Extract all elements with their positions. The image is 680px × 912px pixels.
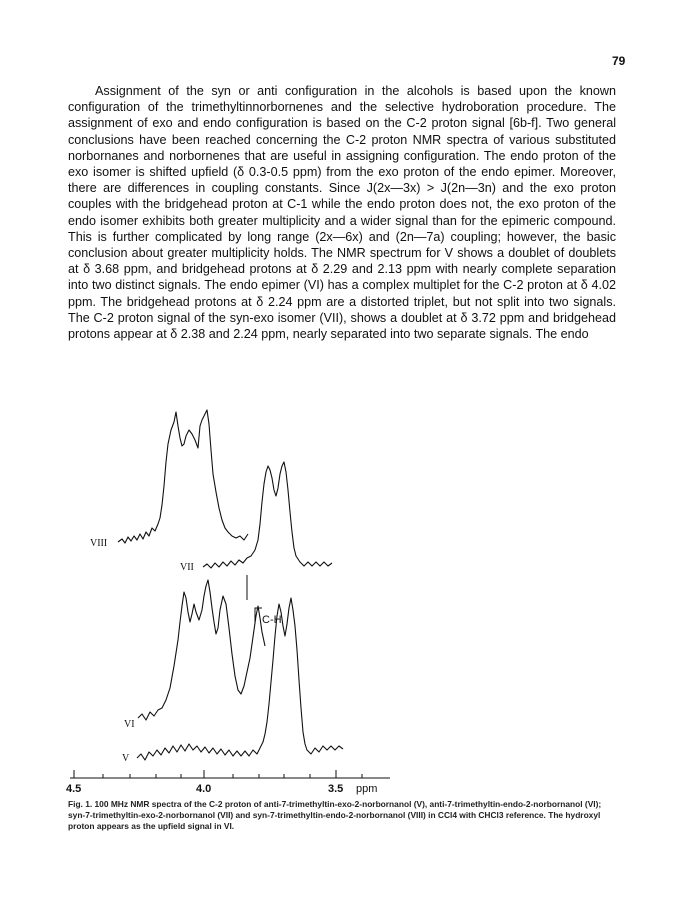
trace-label-vi: VI <box>124 719 135 730</box>
trace-label-vii: VII <box>180 562 194 573</box>
spectrum-trace-viii <box>118 410 248 543</box>
axis-unit-label: ppm <box>356 783 378 795</box>
page-number: 79 <box>612 54 626 68</box>
trace-label-v: V <box>122 753 130 764</box>
body-paragraph <box>68 83 616 342</box>
axis-tick-label-4.5: 4.5 <box>66 783 82 795</box>
spectrum-trace-v <box>137 598 343 760</box>
figure-caption: Fig. 1. 100 MHz NMR spectra of the C-2 proton of anti-7-trimethyltin-exo-2-norbornanol (V), anti-7-trimethyltin-endo-2-norbornanol (VI); syn-7-trimethyltin-exo-2-norbornanol (VII) and syn-7-trimethyltin-endo-2-norbornanol (VIII) in CCl4 with CHCl3 reference. The hydroxyl proton appears as the upfield signal in VI. <box>68 799 602 832</box>
nmr-figure <box>0 400 680 805</box>
spectrum-trace-vi <box>138 580 265 720</box>
axis-tick-label-3.5: 3.5 <box>328 783 344 795</box>
body-text: Assignment of the syn or anti configuration in the alcohols is based upon the known configuration of the trimethyltinnorbornenes and the selective hydroboration procedure. The assignment of exo and endo configuration is based on the C-2 proton signal [6b-f]. Two general conclusions have been reached concerning the C-2 proton NMR spectra of various substituted norbornanes and norbornenes that are useful in assigning configuration. The endo proton of the exo isomer is shifted upfield (δ 0.3-0.5 ppm) from the exo proton of the endo epimer. Moreover, there are differences in coupling constants. Since J(2x—3x) > J(2n—3n) and the exo proton couples with the bridgehead proton at C-1 while the endo proton does not, the exo proton of the endo isomer exhibits both greater multiplicity and a wider signal than for the epimeric compound. This is further complicated by long range (2x—6x) and (2n—7a) coupling; however, the basic conclusion about greater multiplicity holds. The NMR spectrum for V shows a doublet of doublets at δ 3.68 ppm, and bridgehead protons at δ 2.29 and 2.13 ppm with nearly complete separation into two distinct signals. The endo epimer (VI) has a complex multiplet for the C-2 proton at δ 4.02 ppm. The bridgehead protons at δ 2.24 ppm are a distorted triplet, but not split into two signals. The C-2 proton signal of the syn-exo isomer (VII), shows a doublet at δ 3.72 ppm and bridgehead protons appear at δ 2.38 and 2.24 ppm, nearly separated into two separate signals. The endo <box>68 84 616 342</box>
spectrum-trace-vii <box>203 462 332 568</box>
axis-tick-label-4.0: 4.0 <box>196 783 212 795</box>
trace-label-viii: VIII <box>90 538 108 549</box>
peak-annotation: C-H <box>262 614 282 626</box>
nmr-spectra-svg <box>0 400 680 805</box>
